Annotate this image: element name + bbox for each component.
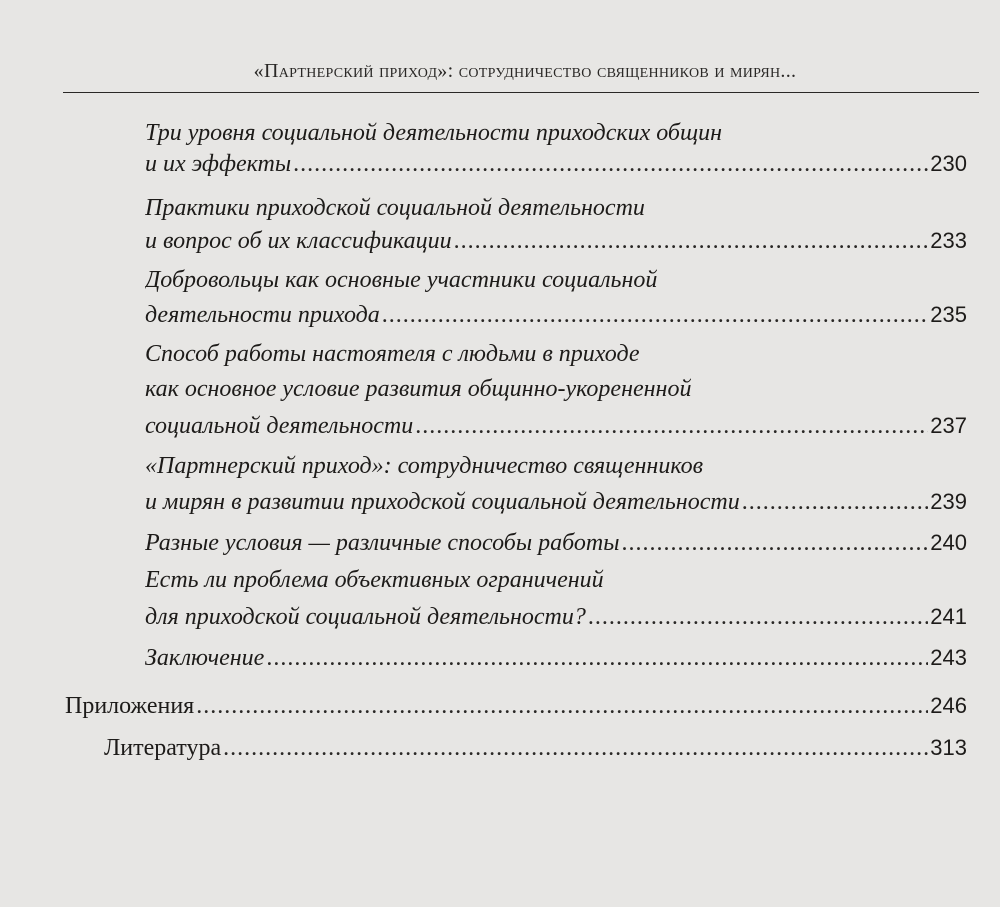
toc-entry-line: как основное условие развития общинно-укорененной [145,376,692,402]
leader-dots [742,484,929,520]
page-number: 239 [930,489,967,514]
leader-dots [223,730,928,766]
page-number: 243 [930,645,967,670]
toc-literature: Литература ..... 313 [104,730,967,766]
running-header: «Партнерский приход»: сотрудничество священников и мирян... [253,60,797,82]
leader-dots [266,640,928,676]
toc-entry-line: Три уровня социальной деятельности приходских общин [145,120,723,146]
toc-entry-line: социальной деятельности ..... 237 [145,408,967,444]
page-number: 233 [930,228,967,253]
toc-entry-line: и вопрос об их классификации ..... 233 [145,223,967,259]
toc-appendix: Приложения ..... 246 [65,688,967,724]
header-rule [63,92,979,93]
page-number: 241 [930,604,967,629]
toc-entry-line: и их эффекты ..... 230 [145,146,967,182]
page-number: 237 [930,413,967,438]
toc-entry-line: «Партнерский приход»: сотрудничество священников [145,453,704,479]
page-number: 313 [930,735,967,760]
page-number: 235 [930,302,967,327]
leader-dots [382,297,928,333]
page-number: 230 [930,151,967,176]
toc-entry-line: Добровольцы как основные участники социальной [145,267,658,293]
leader-dots [293,146,928,182]
toc-entry-line: Разные условия — различные способы работы ..... 240 [145,525,967,561]
toc-entry-line: для приходской социальной деятельности? ..... 241 [145,599,967,635]
toc-entry-line: Практики приходской социальной деятельности [145,195,645,221]
toc-entry-line: и мирян в развитии приходской социальной деятельности ..... 239 [145,484,967,520]
page-number: 240 [930,530,967,555]
page-number: 246 [930,693,967,718]
toc-entry-line: Заключение ..... 243 [145,640,967,676]
leader-dots [196,688,928,724]
leader-dots [588,599,928,635]
leader-dots [454,223,929,259]
toc-entry-line: Есть ли проблема объективных ограничений [145,567,604,593]
toc-entry-line: деятельности прихода ..... 235 [145,297,967,333]
leader-dots [621,525,928,561]
toc-entry-line: Способ работы настоятеля с людьми в приходе [145,341,640,367]
leader-dots [415,408,928,444]
